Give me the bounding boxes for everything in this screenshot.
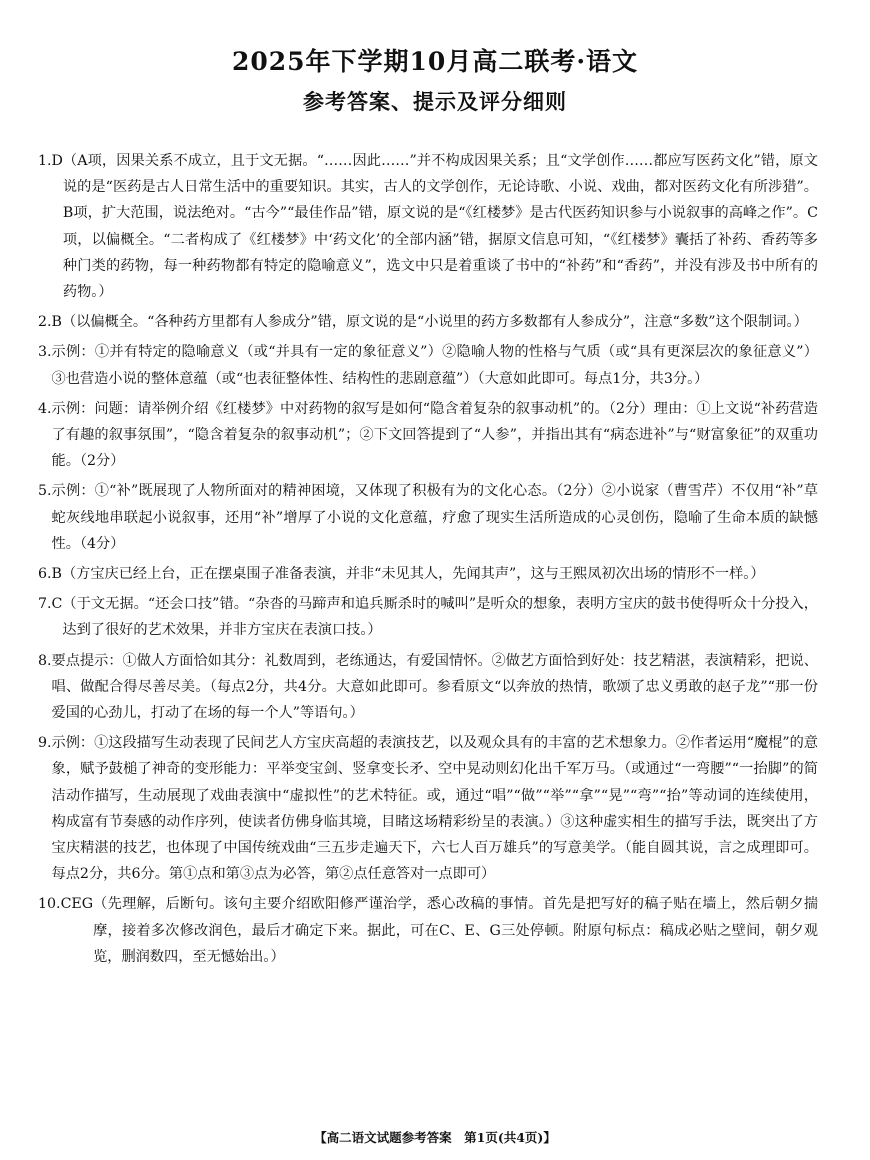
- answer-text: 示例：①并有特定的隐喻意义（或“并具有一定的象征意义”）②隐喻人物的性格与气质（或“具有更深层次的象征意义”）③也营造小说的整体意蕴（或“也表征整体性、结构性的悲剧意蕴”）（大意如此即可。每点1分，共3分。）: [51, 344, 818, 387]
- answer-text: 示例：问题：请举例介绍《红楼梦》中对药物的叙写是如何“隐含着复杂的叙事动机”的。（2分）理由：①上文说“补药营造了有趣的叙事氛围”，“隐含着复杂的叙事动机”；②下文回答提到了“人参”，并指出其有“病态进补”与“财富象征”的双重功能。（2分）: [51, 400, 818, 470]
- answer-number: 7.C: [38, 596, 63, 613]
- answer-number: 8.: [38, 652, 52, 669]
- answer-text: （以偏概全。“各种药方里都有人参成分”错，原文说的是“小说里的药方多数都有人参成分”，注意“多数”这个限制词。）: [61, 314, 808, 331]
- answer-number: 6.B: [38, 566, 62, 583]
- answer-item-5: [38, 478, 818, 557]
- answer-item-4: [38, 396, 818, 475]
- answer-number: 9.: [38, 735, 52, 752]
- answer-number: 3.: [38, 344, 52, 361]
- answer-text: （方宝庆已经上台，正在摆桌围子准备表演，并非“未见其人，先闻其声”，这与王熙凤初次出场的情形不一样。）: [61, 566, 765, 583]
- answer-text: （A项，因果关系不成立，且于文无据。“……因此……”并不构成因果关系；且“文学创作……都应写医药文化”错，原文说的是“医药是古人日常生活中的重要知识。其实，古人的文学创作，无论诗歌、小说、戏曲，都对医药文化有所涉猎”。B项，扩大范围，说法绝对。“古今”“最佳作品”错，原文说的是“《红楼梦》是古代医药知识参与小说叙事的高峰之作”。C项，以偏概全。“二者构成了《红楼梦》中‘药文化’的全部内涵”错，据原文信息可知，“《红楼梦》囊括了补药、香药等多种门类的药物，每一种药物都有特定的隐喻意义”，选文中只是着重谈了书中的“补药”和“香药”，并没有涉及书中所有的药物。）: [62, 153, 818, 301]
- answer-number: 5.: [38, 483, 52, 500]
- answer-number: 1.D: [38, 153, 63, 169]
- answer-number: 10.CEG: [38, 896, 94, 913]
- answer-item-10: [38, 891, 818, 970]
- answer-text: 示例：①“补”既展现了人物所面对的精神困境，又体现了积极有为的文化心态。（2分）②小说家（曹雪芹）不仅用“补”草蛇灰线地串联起小说叙事，还用“补”增厚了小说的文化意蕴，疗愈了现实生活所造成的心灵创伤，隐喻了生命本质的缺憾性。（4分）: [51, 483, 818, 552]
- answer-text: 示例：①这段描写生动表现了民间艺人方宝庆高超的表演技艺，以及观众具有的丰富的艺术想象力。②作者运用“魔棍”的意象，赋予鼓槌了神奇的变形能力：平举变宝剑、竖拿变长矛、空中晃动则幻化出千军万马。（或通过“一弯腰”“一抬脚”的简洁动作描写，生动展现了戏曲表演中“虚拟性”的艺术特征。或，通过“唱”“做”“举”“拿”“晃”“弯”“抬”等动词的连续使用，构成富有节奏感的动作序列，使读者仿佛身临其境，目睹这场精彩纷呈的表演。）③这种虚实相生的描写手法，既突出了方宝庆精湛的技艺，也体现了中国传统戏曲“三五步走遍天下，六七人百万雄兵”的写意美学。（能自圆其说，言之成理即可。每点2分，共6分。第①点和第③点为必答，第②点任意答对一点即可）: [51, 735, 818, 883]
- answer-item-2: [38, 309, 818, 335]
- answer-number: 2.B: [38, 314, 62, 331]
- answer-item-9: [38, 730, 818, 887]
- page-subtitle: 参考答案、提示及评分细则: [303, 89, 567, 114]
- answer-item-6: [38, 561, 818, 587]
- answer-number: 4.: [38, 400, 52, 417]
- answer-item-1: [38, 148, 818, 305]
- page-title: 2025年下学期10月高二联考·语文: [231, 47, 639, 76]
- answer-item-7: [38, 591, 818, 643]
- answer-text: 要点提示：①做人方面恰如其分：礼数周到，老练通达，有爱国情怀。②做艺方面恰到好处：技艺精湛，表演精彩，把说、唱、做配合得尽善尽美。（每点2分，共4分。大意如此即可。参看原文“以奔放的热情，歌颂了忠义勇敢的赵子龙”“那一份爱国的心劲儿，打动了在场的每一个人”等语句。）: [51, 652, 818, 722]
- answer-text: （于文无据。“还会口技”错。“杂沓的马蹄声和追兵厮杀时的喊叫”是听众的想象，表明方宝庆的鼓书使得听众十分投入，达到了很好的艺术效果，并非方宝庆在表演口技。）: [62, 596, 818, 639]
- page-footer: 【高二语文试题参考答案 第1页(共4页)】: [314, 1130, 556, 1145]
- answer-item-3: [38, 339, 818, 391]
- answer-text: （先理解，后断句。该句主要介绍欧阳修严谨治学，悉心改稿的事情。首先是把写好的稿子贴在墙上，然后朝夕揣摩，接着多次修改润色，最后才确定下来。据此，可在C、E、G三处停顿。附原句标点：稿成必贴之壁间，朝夕观览，删润数四，至无憾始出。）: [93, 896, 818, 965]
- answer-list: [38, 148, 818, 974]
- answer-item-8: [38, 648, 818, 727]
